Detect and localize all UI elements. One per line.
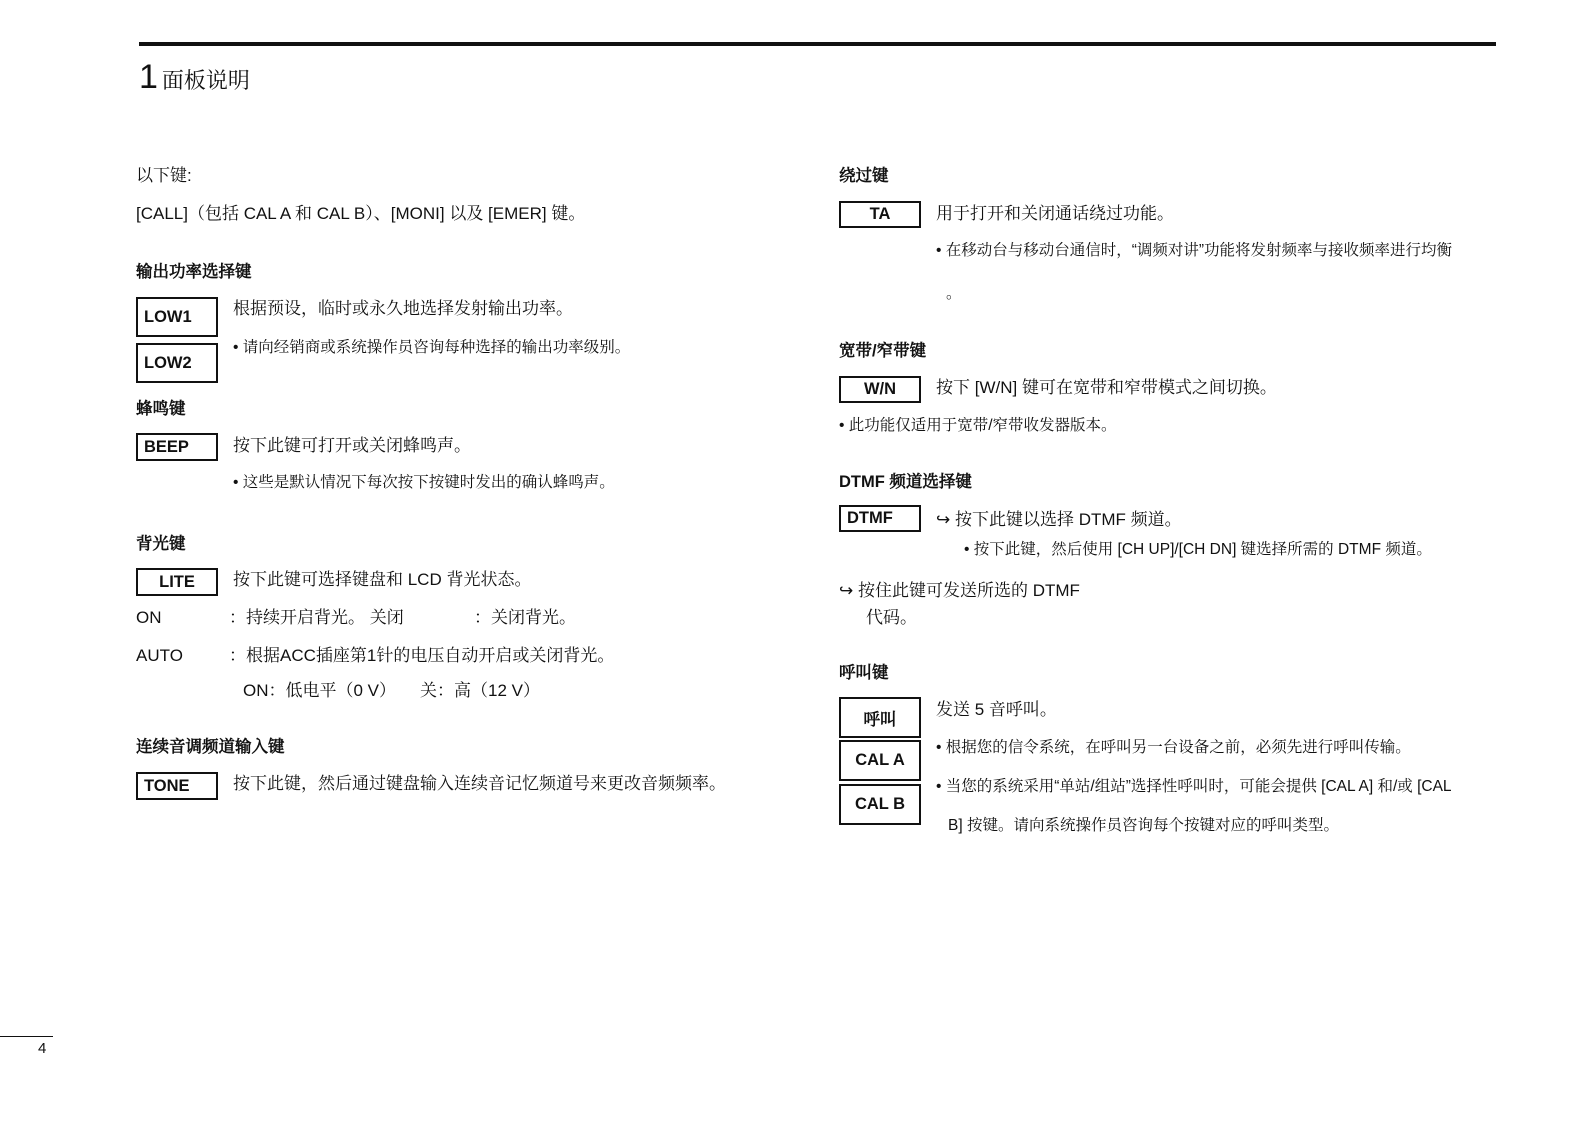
lite-on-text: ：持续开启背光。 关闭 bbox=[229, 608, 404, 627]
lite-off-text: ：关闭背光。 bbox=[474, 608, 576, 627]
lite-heading: 背光键 bbox=[136, 535, 186, 553]
low2-key: LOW2 bbox=[136, 343, 218, 383]
power-note: • 请向经销商或系统操作员咨询每种选择的输出功率级别。 bbox=[233, 339, 631, 356]
wn-key: W/N bbox=[839, 376, 921, 403]
beep-note: • 这些是默认情况下每次按下按键时发出的确认蜂鸣声。 bbox=[233, 474, 615, 491]
tone-key: TONE bbox=[136, 772, 218, 800]
lite-key: LITE bbox=[136, 568, 218, 596]
call-note2: • 当您的系统采用“单站/组站”选择性呼叫时，可能会提供 [CAL A] 和/或 [CAL bbox=[936, 778, 1452, 795]
lite-auto-on: ON：低电平（0 V） bbox=[243, 681, 397, 700]
chapter-number: 1 bbox=[139, 58, 158, 96]
wn-note: • 此功能仅适用于宽带/窄带收发器版本。 bbox=[839, 417, 1117, 434]
chapter-title bbox=[139, 58, 250, 97]
call-note2-continued: B] 按键。请向系统操作员咨询每个按键对应的呼叫类型。 bbox=[948, 817, 1339, 834]
ta-note-continued: 。 bbox=[946, 285, 962, 302]
page-number-rule bbox=[0, 1036, 53, 1037]
cal-b-key: CAL B bbox=[839, 784, 921, 825]
ta-heading: 绕过键 bbox=[839, 167, 889, 185]
chapter-title-text: 面板说明 bbox=[161, 68, 250, 93]
ta-description: 用于打开和关闭通话绕过功能。 bbox=[936, 204, 1174, 223]
dtmf-description: ↪ 按下此键以选择 DTMF 频道。 bbox=[936, 510, 1182, 529]
lite-on-label: ON bbox=[136, 608, 162, 627]
dtmf-note: • 按下此键，然后使用 [CH UP]/[CH DN] 键选择所需的 DTMF 频道。 bbox=[964, 541, 1432, 558]
call-description: 发送 5 音呼叫。 bbox=[936, 700, 1057, 719]
header-rule bbox=[139, 42, 1496, 46]
wn-description: 按下 [W/N] 键可在宽带和窄带模式之间切换。 bbox=[936, 378, 1277, 397]
intro-label: 以下键: bbox=[136, 166, 192, 185]
intro-text: [CALL]（包括 CAL A 和 CAL B）、[MONI] 以及 [EMER] 键。 bbox=[136, 204, 586, 223]
ta-note: • 在移动台与移动台通信时，“调频对讲”功能将发射频率与接收频率进行均衡 bbox=[936, 242, 1453, 259]
low1-key: LOW1 bbox=[136, 297, 218, 337]
call-key: 呼叫 bbox=[839, 697, 921, 738]
lite-auto-off: 关：高（12 V） bbox=[420, 681, 540, 700]
wn-heading: 宽带/窄带键 bbox=[839, 342, 927, 360]
dtmf-hold-line2: 代码。 bbox=[866, 608, 917, 627]
beep-heading: 蜂鸣键 bbox=[136, 400, 186, 418]
beep-key: BEEP bbox=[136, 433, 218, 461]
dtmf-heading: DTMF 频道选择键 bbox=[839, 473, 972, 491]
power-heading: 输出功率选择键 bbox=[136, 263, 252, 281]
lite-description: 按下此键可选择键盘和 LCD 背光状态。 bbox=[233, 570, 532, 589]
beep-description: 按下此键可打开或关闭蜂鸣声。 bbox=[233, 436, 471, 455]
call-note1: • 根据您的信令系统，在呼叫另一台设备之前，必须先进行呼叫传输。 bbox=[936, 739, 1411, 756]
tone-heading: 连续音调频道输入键 bbox=[136, 738, 285, 756]
lite-auto-label: AUTO bbox=[136, 646, 183, 665]
call-heading: 呼叫键 bbox=[839, 664, 889, 682]
ta-key: TA bbox=[839, 201, 921, 228]
lite-auto-text: ：根据ACC插座第1针的电压自动开启或关闭背光。 bbox=[229, 646, 615, 665]
dtmf-hold-line1: ↪ 按住此键可发送所选的 DTMF bbox=[839, 581, 1080, 600]
power-description: 根据预设，临时或永久地选择发射输出功率。 bbox=[233, 299, 573, 318]
page-number: 4 bbox=[38, 1040, 47, 1057]
tone-description: 按下此键，然后通过键盘输入连续音记忆频道号来更改音频频率。 bbox=[233, 774, 726, 793]
dtmf-key: DTMF bbox=[839, 505, 921, 532]
cal-a-key: CAL A bbox=[839, 740, 921, 781]
